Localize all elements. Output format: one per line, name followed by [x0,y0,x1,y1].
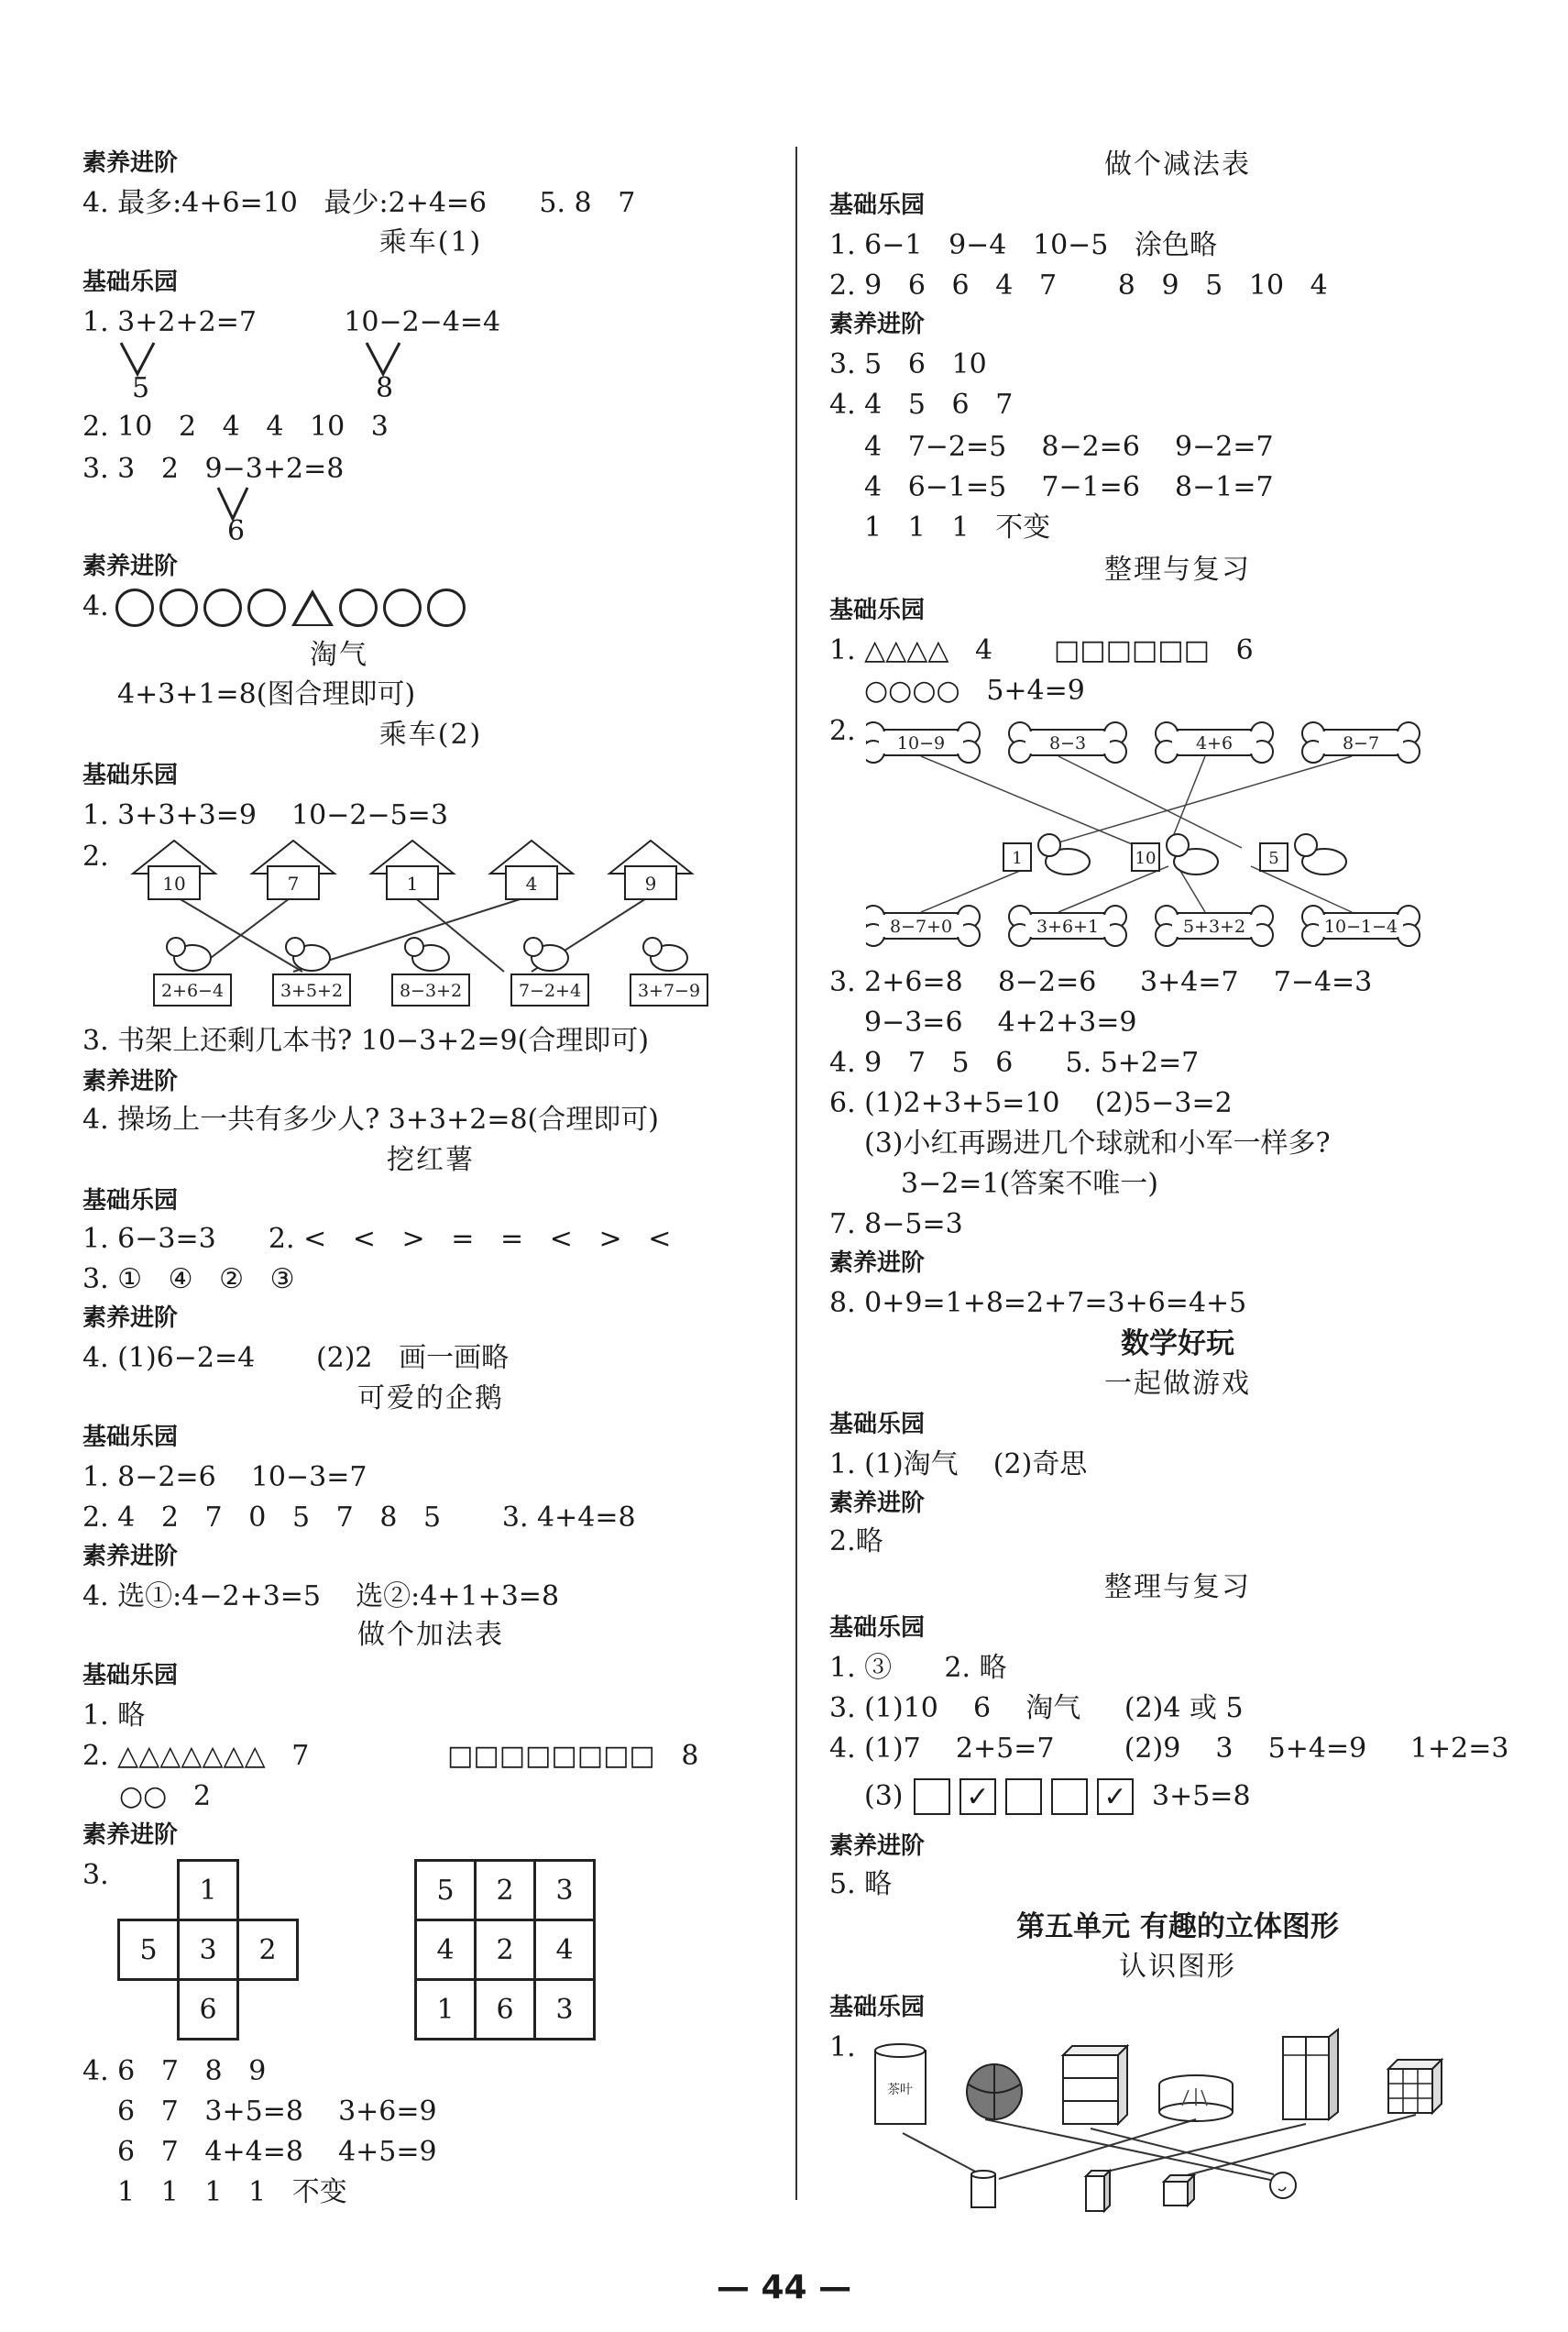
dog-with-number [1003,834,1090,874]
section-head: 基础乐园 [829,192,926,219]
dog-with-number [1132,834,1218,874]
page-number-row [0,2269,1568,2306]
answer-line: 4. 最多:4+6=10 最少:2+4=6 5. 8 7 [82,187,636,219]
answer-line: 7. 8−5=3 [829,1208,963,1240]
section-head: 基础乐园 [82,269,179,296]
answer-line: 3. 2+6=8 8−2=6 3+4=7 7−4=3 [829,966,1373,998]
answer-line: 3+5=8 [1152,1780,1251,1812]
dog-number: 5 [1268,849,1279,868]
answer-line: 3−2=1(答案不唯一) [901,1168,1158,1200]
sphere-icon [1270,2172,1296,2198]
cylinder-icon [971,2171,995,2207]
answer-line: 4+3+1=8(图合理即可) [117,678,416,710]
bone-text: 8−3 [1048,733,1087,754]
house-number: 9 [644,873,657,895]
house-number: 10 [162,873,186,895]
card-text: 7−2+4 [518,981,582,1001]
answer-line: □□□□□□□□ 8 [447,1740,699,1772]
grid-cell: 3 [535,1861,595,1920]
section-head: 素养进阶 [829,1832,926,1860]
answer-line: 3. ① ④ ② ③ [82,1263,295,1295]
circle-icon [159,588,198,627]
answer-line: 1. △△△△ 4 □□□□□□ 6 [829,634,1254,666]
cat-icon [524,938,568,971]
answer-line: 1. [829,2031,856,2063]
lesson-title: 一起做游戏 [1104,1368,1251,1400]
answer-line: 1. 6−1 9−4 10−5 涂色略 [829,229,1218,261]
dog-number: 10 [1135,849,1157,868]
answer-checkbox[interactable]: ✓ [959,1778,996,1815]
section-head: 基础乐园 [829,1994,926,2021]
answer-line: 3. 书架上还剩几本书? 10−3+2=9(合理即可) [82,1025,650,1057]
bone-text: 10−9 [896,733,946,754]
expression-card [273,974,350,1006]
page-number: 44 [761,2269,807,2306]
expression-card [154,974,231,1006]
section-head: 基础乐园 [82,1187,179,1215]
cuboid-icon [1086,2171,1110,2211]
card-text: 3+5+2 [280,981,344,1001]
bone-text: 8−7 [1342,733,1380,754]
answer-line: 1. 3+2+2=7 10−2−4=4 [82,306,501,338]
circle-icon [115,588,154,627]
section-head: 基础乐园 [82,1662,179,1689]
tea-can-icon [875,2044,926,2124]
grid-cell: 5 [416,1861,476,1920]
answer-line: 4 7−2=5 8−2=6 9−2=7 [864,431,1274,463]
circle-icon [339,588,378,627]
unit-title: 数学好玩 [1121,1327,1234,1360]
answer-line: 6 7 4+4=8 4+5=9 [117,2136,437,2168]
circle-icon [203,588,242,627]
column-divider [795,147,797,2200]
answer-checkbox[interactable] [1005,1778,1042,1815]
house-icon [252,841,334,899]
answer-line: 1 1 1 1 不变 [117,2176,347,2208]
lesson-title: 淘气 [310,639,368,671]
house-number: 7 [287,873,300,895]
grid-cell: 4 [416,1920,476,1980]
answer-line: 4 6−1=5 7−1=6 8−1=7 [864,471,1274,503]
house-number: 1 [406,873,419,895]
card-text: 8−3+2 [399,981,463,1001]
bone-text: 5+3+2 [1182,917,1246,937]
section-head: 基础乐园 [829,1411,926,1438]
dash-right: — [806,2269,852,2306]
circle-icon [427,588,466,627]
card-text: 3+7−9 [637,981,701,1001]
split-result: 6 [227,515,246,547]
answer-line: 1. (1)淘气 (2)奇思 [829,1448,1088,1480]
answer-line: (3) [864,1780,904,1812]
grid-cell: 3 [535,1980,595,2040]
answer-line: 6 7 3+5=8 3+6=9 [117,2096,437,2128]
cube-icon [1164,2175,1194,2206]
lesson-title: 整理与复习 [1104,554,1251,586]
answer-line: 4. 6 7 8 9 [82,2055,267,2087]
bone-text: 8−7+0 [889,917,953,937]
lesson-title: 认识图形 [1119,1951,1236,1983]
answer-line: 6. (1)2+3+5=10 (2)5−3=2 [829,1087,1233,1119]
circle-icon [383,588,422,627]
unit-title: 第五单元 有趣的立体图形 [1016,1910,1339,1943]
bone-icon [1009,906,1126,946]
grid-cell: 1 [179,1861,238,1920]
house-icon [490,841,573,899]
answer-line: 1. 3+3+3=9 10−2−5=3 [82,799,448,831]
bone-text: 4+6 [1195,733,1234,754]
answer-line: (3)小红再踢进几个球就和小军一样多? [864,1128,1331,1160]
grid-cell: 6 [476,1980,535,2040]
split-result: 5 [132,372,150,404]
section-head: 素养进阶 [829,311,926,338]
answer-line: 1. 6−3=3 2. < < > = = < > < [82,1223,672,1255]
answer-line: ○○○○ 5+4=9 [864,675,1085,707]
expression-card [392,974,469,1006]
lesson-title: 整理与复习 [1104,1571,1251,1603]
lesson-title: 做个减法表 [1104,148,1251,181]
matching-figure [119,839,761,1018]
section-head: 基础乐园 [82,1424,179,1451]
lesson-title: 乘车(2) [378,719,483,751]
dash-left: — [716,2269,762,2306]
grid-cell: 2 [476,1861,535,1920]
dog-with-number [1260,834,1346,874]
grid-cell: 6 [179,1980,238,2040]
split-result: 8 [376,372,394,404]
triangle-icon [291,589,334,626]
cube-puzzle-icon [1388,2060,1442,2113]
basketball-icon [967,2064,1022,2119]
answer-line: 2. [829,715,856,747]
bone-text: 10−1−4 [1323,917,1398,937]
answer-line: 4. (1)6−2=4 (2)2 画一画略 [82,1342,510,1374]
card-text: 2+6−4 [160,981,225,1001]
dog-icon [167,938,211,971]
bone-icon [1156,722,1273,763]
answer-checkbox[interactable] [914,1778,950,1815]
answer-checkbox[interactable]: ✓ [1097,1778,1134,1815]
bone-icon [1156,906,1273,946]
section-head: 素养进阶 [82,1543,179,1570]
turtle-icon [643,938,687,971]
answer-line: 3. (1)10 6 淘气 (2)4 或 5 [829,1692,1244,1724]
answer-checkbox[interactable] [1051,1778,1088,1815]
grid-cell: 4 [535,1920,595,1980]
house-icon [371,841,454,899]
answer-line: 3. 3 2 9−3+2=8 [82,453,345,485]
shape-row [115,588,471,627]
grid-cell: 1 [416,1980,476,2040]
answer-line: 2. [82,841,109,873]
wardrobe-icon [1283,2030,1338,2119]
lesson-title: 挖红薯 [387,1144,475,1176]
monkey-icon [405,938,449,971]
bone-text: 3+6+1 [1036,917,1100,937]
section-head: 素养进阶 [829,1490,926,1517]
answer-line: 2. 9 6 6 4 7 8 9 5 10 4 [829,270,1328,302]
answer-line: 5. 略 [829,1868,893,1900]
cabinet-icon [1063,2046,1127,2124]
grid-cell: 2 [238,1920,298,1980]
answer-line: 4. 选①:4−2+3=5 选②:4+1+3=8 [82,1580,560,1612]
expression-card [630,974,707,1006]
answer-line: 2. △△△△△△△ 7 [82,1740,310,1772]
bone-matching-figure [866,715,1489,958]
section-head: 素养进阶 [82,1821,179,1849]
lesson-title: 可爱的企鹅 [357,1382,504,1414]
round-box-icon [1159,2075,1233,2121]
bone-icon [1302,906,1420,946]
answer-line: 4. 操场上一共有多少人? 3+3+2=8(合理即可) [82,1104,659,1136]
answer-line: 2.略 [829,1525,883,1557]
bone-icon [1302,722,1420,763]
answer-line: 9−3=6 4+2+3=9 [864,1006,1137,1039]
answer-line: 4. 9 7 5 6 5. 5+2=7 [829,1047,1200,1079]
answer-line: 2. 10 2 4 4 10 3 [82,411,389,443]
section-head: 素养进阶 [82,149,179,177]
lesson-title: 乘车(1) [378,226,483,258]
answer-line: 4. (1)7 2+5=7 (2)9 3 5+4=9 1+2=3 [829,1732,1509,1765]
house-icon [133,841,215,899]
tea-label: 茶叶 [887,2083,913,2097]
grid-cell: 3 [179,1920,238,1980]
section-head: 素养进阶 [82,1068,179,1095]
solid-shapes-figure [866,2028,1498,2216]
section-head: 素养进阶 [829,1249,926,1277]
dog-number: 1 [1012,849,1023,868]
circle-icon [247,588,286,627]
answer-line: 8. 0+9=1+8=2+7=3+6=4+5 [829,1287,1247,1319]
cross-grid [117,1859,299,2040]
lesson-title: 做个加法表 [357,1619,504,1651]
grid-cell: 2 [476,1920,535,1980]
section-head: 基础乐园 [829,1614,926,1642]
answer-line: 3. 5 6 10 [829,348,987,380]
answer-line: 1 1 1 不变 [864,512,1051,544]
section-head: 素养进阶 [82,1304,179,1332]
section-head: 素养进阶 [82,553,179,580]
answer-line: 3. [82,1859,109,1891]
answer-line: 4. [82,590,109,622]
bone-icon [1009,722,1126,763]
answer-line: 2. 4 2 7 0 5 7 8 5 3. 4+4=8 [82,1502,636,1534]
house-icon [609,841,692,899]
section-head: 基础乐园 [82,762,179,789]
section-head: 基础乐园 [829,597,926,624]
answer-line: 1. 略 [82,1700,146,1732]
answer-line: 1. ③ 2. 略 [829,1652,1007,1684]
expression-card [511,974,588,1006]
house-number: 4 [525,873,538,895]
checkbox-row [914,1778,1143,1815]
answer-line: ○○ 2 [119,1780,212,1812]
answer-line: 1. 8−2=6 10−3=7 [82,1461,367,1493]
square-grid [414,1859,596,2040]
answer-line: 4. 4 5 6 7 [829,389,1014,421]
grid-cell: 5 [119,1920,179,1980]
